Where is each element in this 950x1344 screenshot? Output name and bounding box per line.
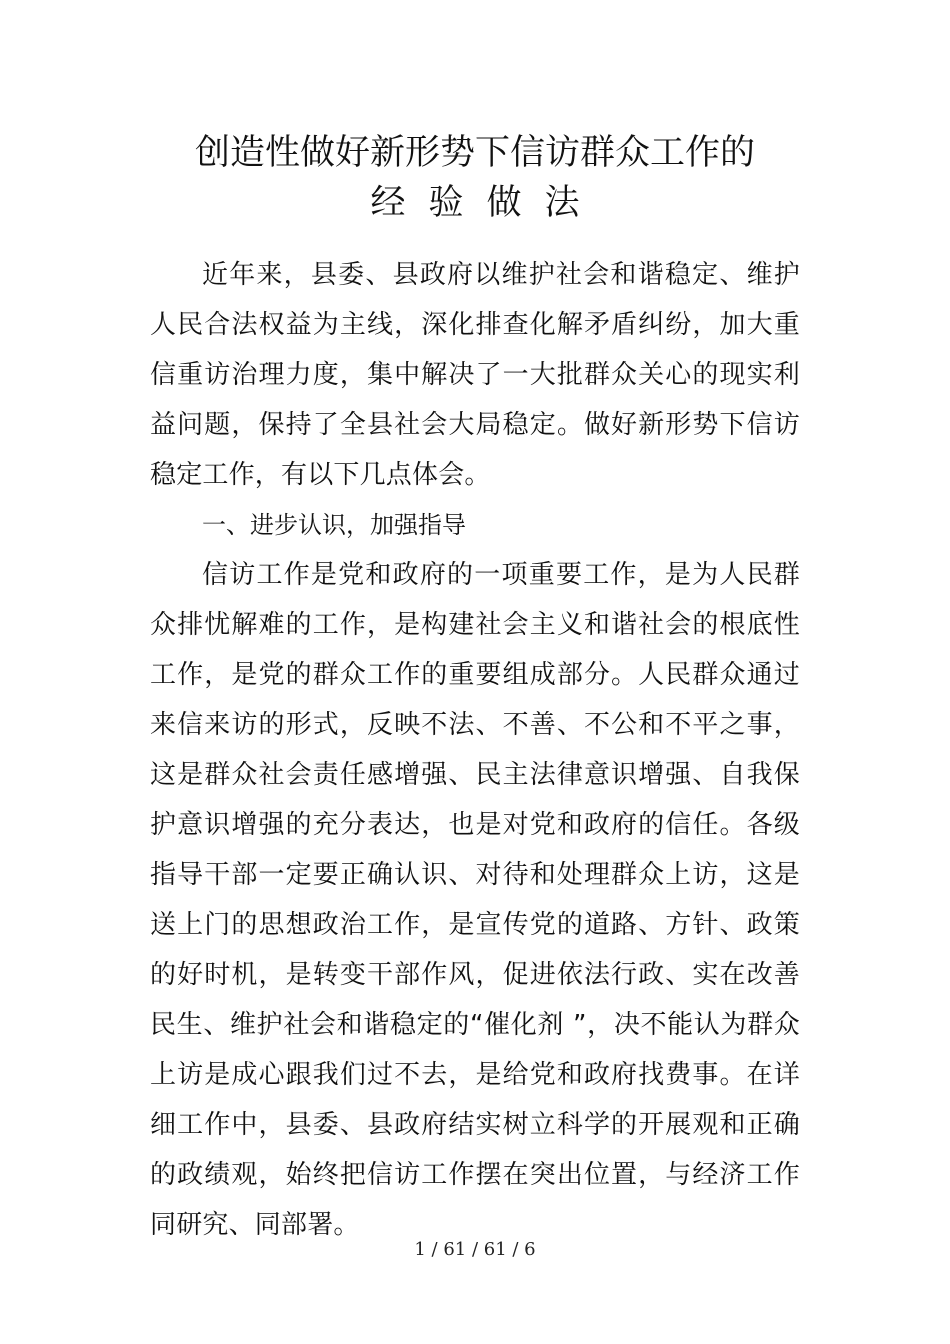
document-title (150, 128, 800, 228)
section-paragraph: 信访工作是党和政府的一项重要工作，是为人民群众排忧解难的工作，是构建社会主义和谐社会的根底性工作，是党的群众工作的重要组成部分。人民群众通过来信来访的形式，反映不法、不善、不公和不平之事，这是群众社会责任感增强、民主法律意识增强、自我保护意识增强的充分表达，也是对党和政府的信任。各级指导干部一定要正确认识、对待和处理群众上访，这是送上门的思想政治工作，是宣传党的道路、方针、政策的好时机，是转变干部作风，促进依法行政、实在改善民生、维护社会和谐稳定的“催化剂 ”，决不能认为群众上访是成心跟我们过不去，是给党和政府找费事。在详细工作中，县委、县政府结实树立科学的开展观和正确的政绩观，始终把信访工作摆在突出位置，与经济工作同研究、同部署。 (150, 560, 800, 1240)
title-line-1: 创造性做好新形势下信访群众工作的 (194, 133, 755, 173)
page-number: 1 / 61 / 61 / 6 (414, 1239, 536, 1260)
title-line-2: 经验做法 (370, 183, 603, 223)
document-body (150, 250, 800, 1250)
section-heading: 一、进步认识，加强指导 (202, 511, 466, 539)
intro-paragraph: 近年来，县委、县政府以维护社会和谐稳定、维护人民合法权益为主线，深化排查化解矛盾纠纷，加大重信重访治理力度，集中解决了一大批群众关心的现实利益问题，保持了全县社会大局稳定。做好新形势下信访稳定工作，有以下几点体会。 (150, 260, 800, 490)
